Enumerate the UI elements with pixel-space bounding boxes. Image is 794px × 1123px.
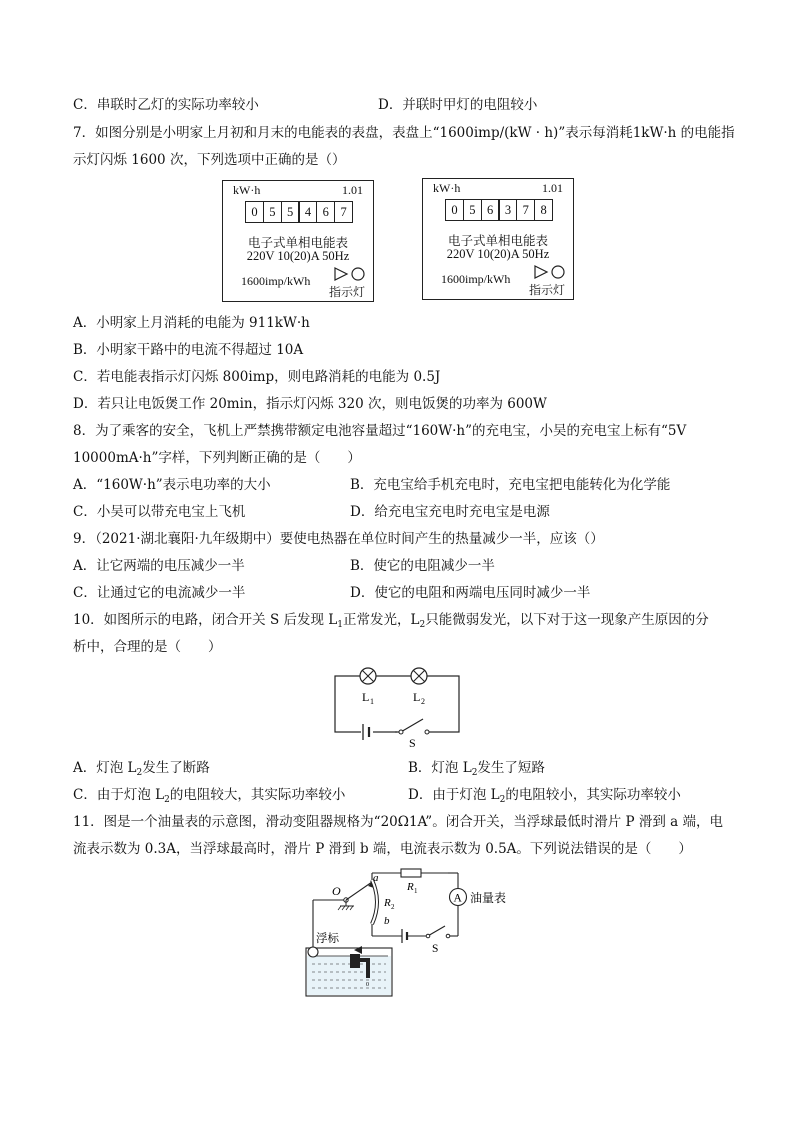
q8-option-d: D．给充电宝充电时充电宝是电源 xyxy=(350,504,550,520)
meter-unit: kW·h xyxy=(433,181,461,195)
meter-spec: 220V 10(20)A 50Hz xyxy=(446,247,550,261)
svg-text:0: 0 xyxy=(366,982,369,988)
subscript: 2 xyxy=(419,620,426,630)
label-a: a xyxy=(373,872,379,884)
meter-digit: 6 xyxy=(481,199,500,221)
q6-option-c: C．串联时乙灯的实际功率较小 xyxy=(73,97,259,113)
q10-option-d xyxy=(408,786,681,809)
subscript: 2 xyxy=(164,795,170,805)
meter-unit: kW·h xyxy=(233,183,261,197)
q6-option-d: D．并联时甲灯的电阻较小 xyxy=(378,97,538,113)
label-r2: R xyxy=(384,897,391,909)
q7-stem-line1: 7．如图分别是小明家上月初和月末的电能表的表盘，表盘上“1600imp/(kW · h)”表示每消耗1kW·h 的电能指 xyxy=(73,125,735,141)
meter-right xyxy=(422,178,574,300)
meter-digit: 0 xyxy=(245,201,264,223)
label-s: S xyxy=(432,943,439,955)
q10-stem-text: 10．如图所示的电路，闭合开关 S 后发现 L xyxy=(73,612,338,628)
label-sub: 2 xyxy=(421,697,425,706)
q7-stem-line2: 示灯闪烁 1600 次，下列选项中正确的是（） xyxy=(73,152,346,168)
label-gauge: 油量表 xyxy=(470,891,507,905)
meter-imp: 1600imp/kWh xyxy=(241,274,311,288)
q9-option-b: B．使它的电阻减少一半 xyxy=(350,558,495,574)
q8-stem-line2: 10000mA·h”字样，下列判断正确的是（ ） xyxy=(73,450,361,466)
label-l2: L xyxy=(413,690,421,704)
indicator-icon xyxy=(333,266,369,282)
indicator-icon xyxy=(533,264,569,280)
resistor-r1 xyxy=(401,869,421,877)
svg-text:2: 2 xyxy=(391,903,395,911)
option-text: C．由于灯泡 L xyxy=(73,787,165,803)
meter-digit: 5 xyxy=(463,199,482,221)
meter-digits xyxy=(245,201,352,223)
switch-icon xyxy=(426,934,430,938)
q10-stem-text: 正常发光，L xyxy=(343,612,420,628)
q9-option-c: C．让通过它的电流减少一半 xyxy=(73,585,246,601)
meter-name: 电子式单相电能表 xyxy=(247,235,348,250)
q7-option-d: D．若只让电饭煲工作 20min，指示灯闪烁 320 次，则电饭煲的功率为 600W xyxy=(73,396,547,412)
svg-text:1: 1 xyxy=(414,887,418,895)
meter-digits xyxy=(445,199,552,221)
meter-indicator-label: 指示灯 xyxy=(329,285,366,299)
q10-option-b xyxy=(408,759,545,782)
q8-stem-line1: 8．为了乘客的安全，飞机上严禁携带额定电池容量超过“160W·h”的充电宝，小吴的充电宝上标有“5V xyxy=(73,423,687,439)
q11-oil-gauge-diagram xyxy=(280,864,525,1004)
q10-stem-text: 只能微弱发光，以下对于这一现象产生原因的分 xyxy=(425,612,709,628)
meter-name: 电子式单相电能表 xyxy=(447,233,548,248)
meter-imp: 1600imp/kWh xyxy=(441,272,511,286)
q8-option-a: A．“160W·h”表示电功率的大小 xyxy=(73,477,271,493)
label-s: S xyxy=(409,736,416,747)
q8-option-c: C．小吴可以带充电宝上飞机 xyxy=(73,504,246,520)
option-text: B．灯泡 L xyxy=(408,760,472,776)
subscript: 2 xyxy=(471,768,478,778)
q10-stem-line2: 析中，合理的是（ ） xyxy=(73,639,222,655)
option-text: 的电阻较大，其实际功率较小 xyxy=(169,787,346,803)
option-text: 发生了短路 xyxy=(477,760,545,776)
meter-digit: 0 xyxy=(445,199,464,221)
label-r1: R xyxy=(407,881,414,893)
q7-option-b: B．小明家干路中的电流不得超过 10A xyxy=(73,342,304,358)
label-o: O xyxy=(332,884,341,898)
q10-stem-line1 xyxy=(73,611,709,634)
q7-option-a: A．小明家上月消耗的电能为 911kW·h xyxy=(73,315,310,331)
q9-option-a: A．让它两端的电压减少一半 xyxy=(73,558,245,574)
q10-option-a xyxy=(73,759,210,782)
meter-digit: 5 xyxy=(263,201,282,223)
meter-digit: 7 xyxy=(334,201,353,223)
q9-option-d: D．使它的电阻和两端电压同时减少一半 xyxy=(350,585,591,601)
label-l1: L xyxy=(362,690,370,704)
meter-digit: 4 xyxy=(298,201,317,223)
subscript: 1 xyxy=(337,620,343,630)
q10-option-c xyxy=(73,786,345,809)
option-text: A．灯泡 L xyxy=(73,760,137,776)
option-text: 发生了断路 xyxy=(142,760,210,776)
label-b: b xyxy=(384,915,390,927)
meter-indicator-label: 指示灯 xyxy=(529,283,566,297)
subscript: 2 xyxy=(499,795,506,805)
meter-version: 1.01 xyxy=(342,183,363,197)
label-sub: 1 xyxy=(370,697,374,706)
meter-digit: 3 xyxy=(498,199,517,221)
meter-digit: 7 xyxy=(516,199,535,221)
q10-circuit-diagram xyxy=(325,662,470,747)
q8-option-b: B．充电宝给手机充电时，充电宝把电能转化为化学能 xyxy=(350,477,671,493)
q11-stem-line2: 流表示数为 0.3A，当浮球最高时，滑片 P 滑到 b 端，电流表示数为 0.5A。下列说法错误的是（ ） xyxy=(73,841,692,857)
meter-left xyxy=(222,180,374,302)
subscript: 2 xyxy=(136,768,143,778)
q11-stem-line1: 11．图是一个油量表的示意图，滑动变阻器规格为“20Ω1A”。闭合开关，当浮球最低时滑片 P 滑到 a 端，电 xyxy=(73,814,724,830)
q7-option-c: C．若电能表指示灯闪烁 800imp，则电路消耗的电能为 0.5J xyxy=(73,369,441,385)
option-text: D．由于灯泡 L xyxy=(408,787,500,803)
meter-spec: 220V 10(20)A 50Hz xyxy=(246,249,350,263)
label-float: 浮标 xyxy=(316,931,339,945)
meter-version: 1.01 xyxy=(542,181,563,195)
q9-stem: 9．（2021·湖北襄阳·九年级期中）要使电热器在单位时间产生的热量减少一半，应该（） xyxy=(73,531,604,547)
float-icon xyxy=(308,947,318,957)
meter-digit: 6 xyxy=(316,201,335,223)
label-ammeter: A xyxy=(453,892,462,905)
option-text: 的电阻较小，其实际功率较小 xyxy=(505,787,681,803)
meter-digit: 5 xyxy=(281,201,300,223)
meter-digit: 8 xyxy=(534,199,553,221)
